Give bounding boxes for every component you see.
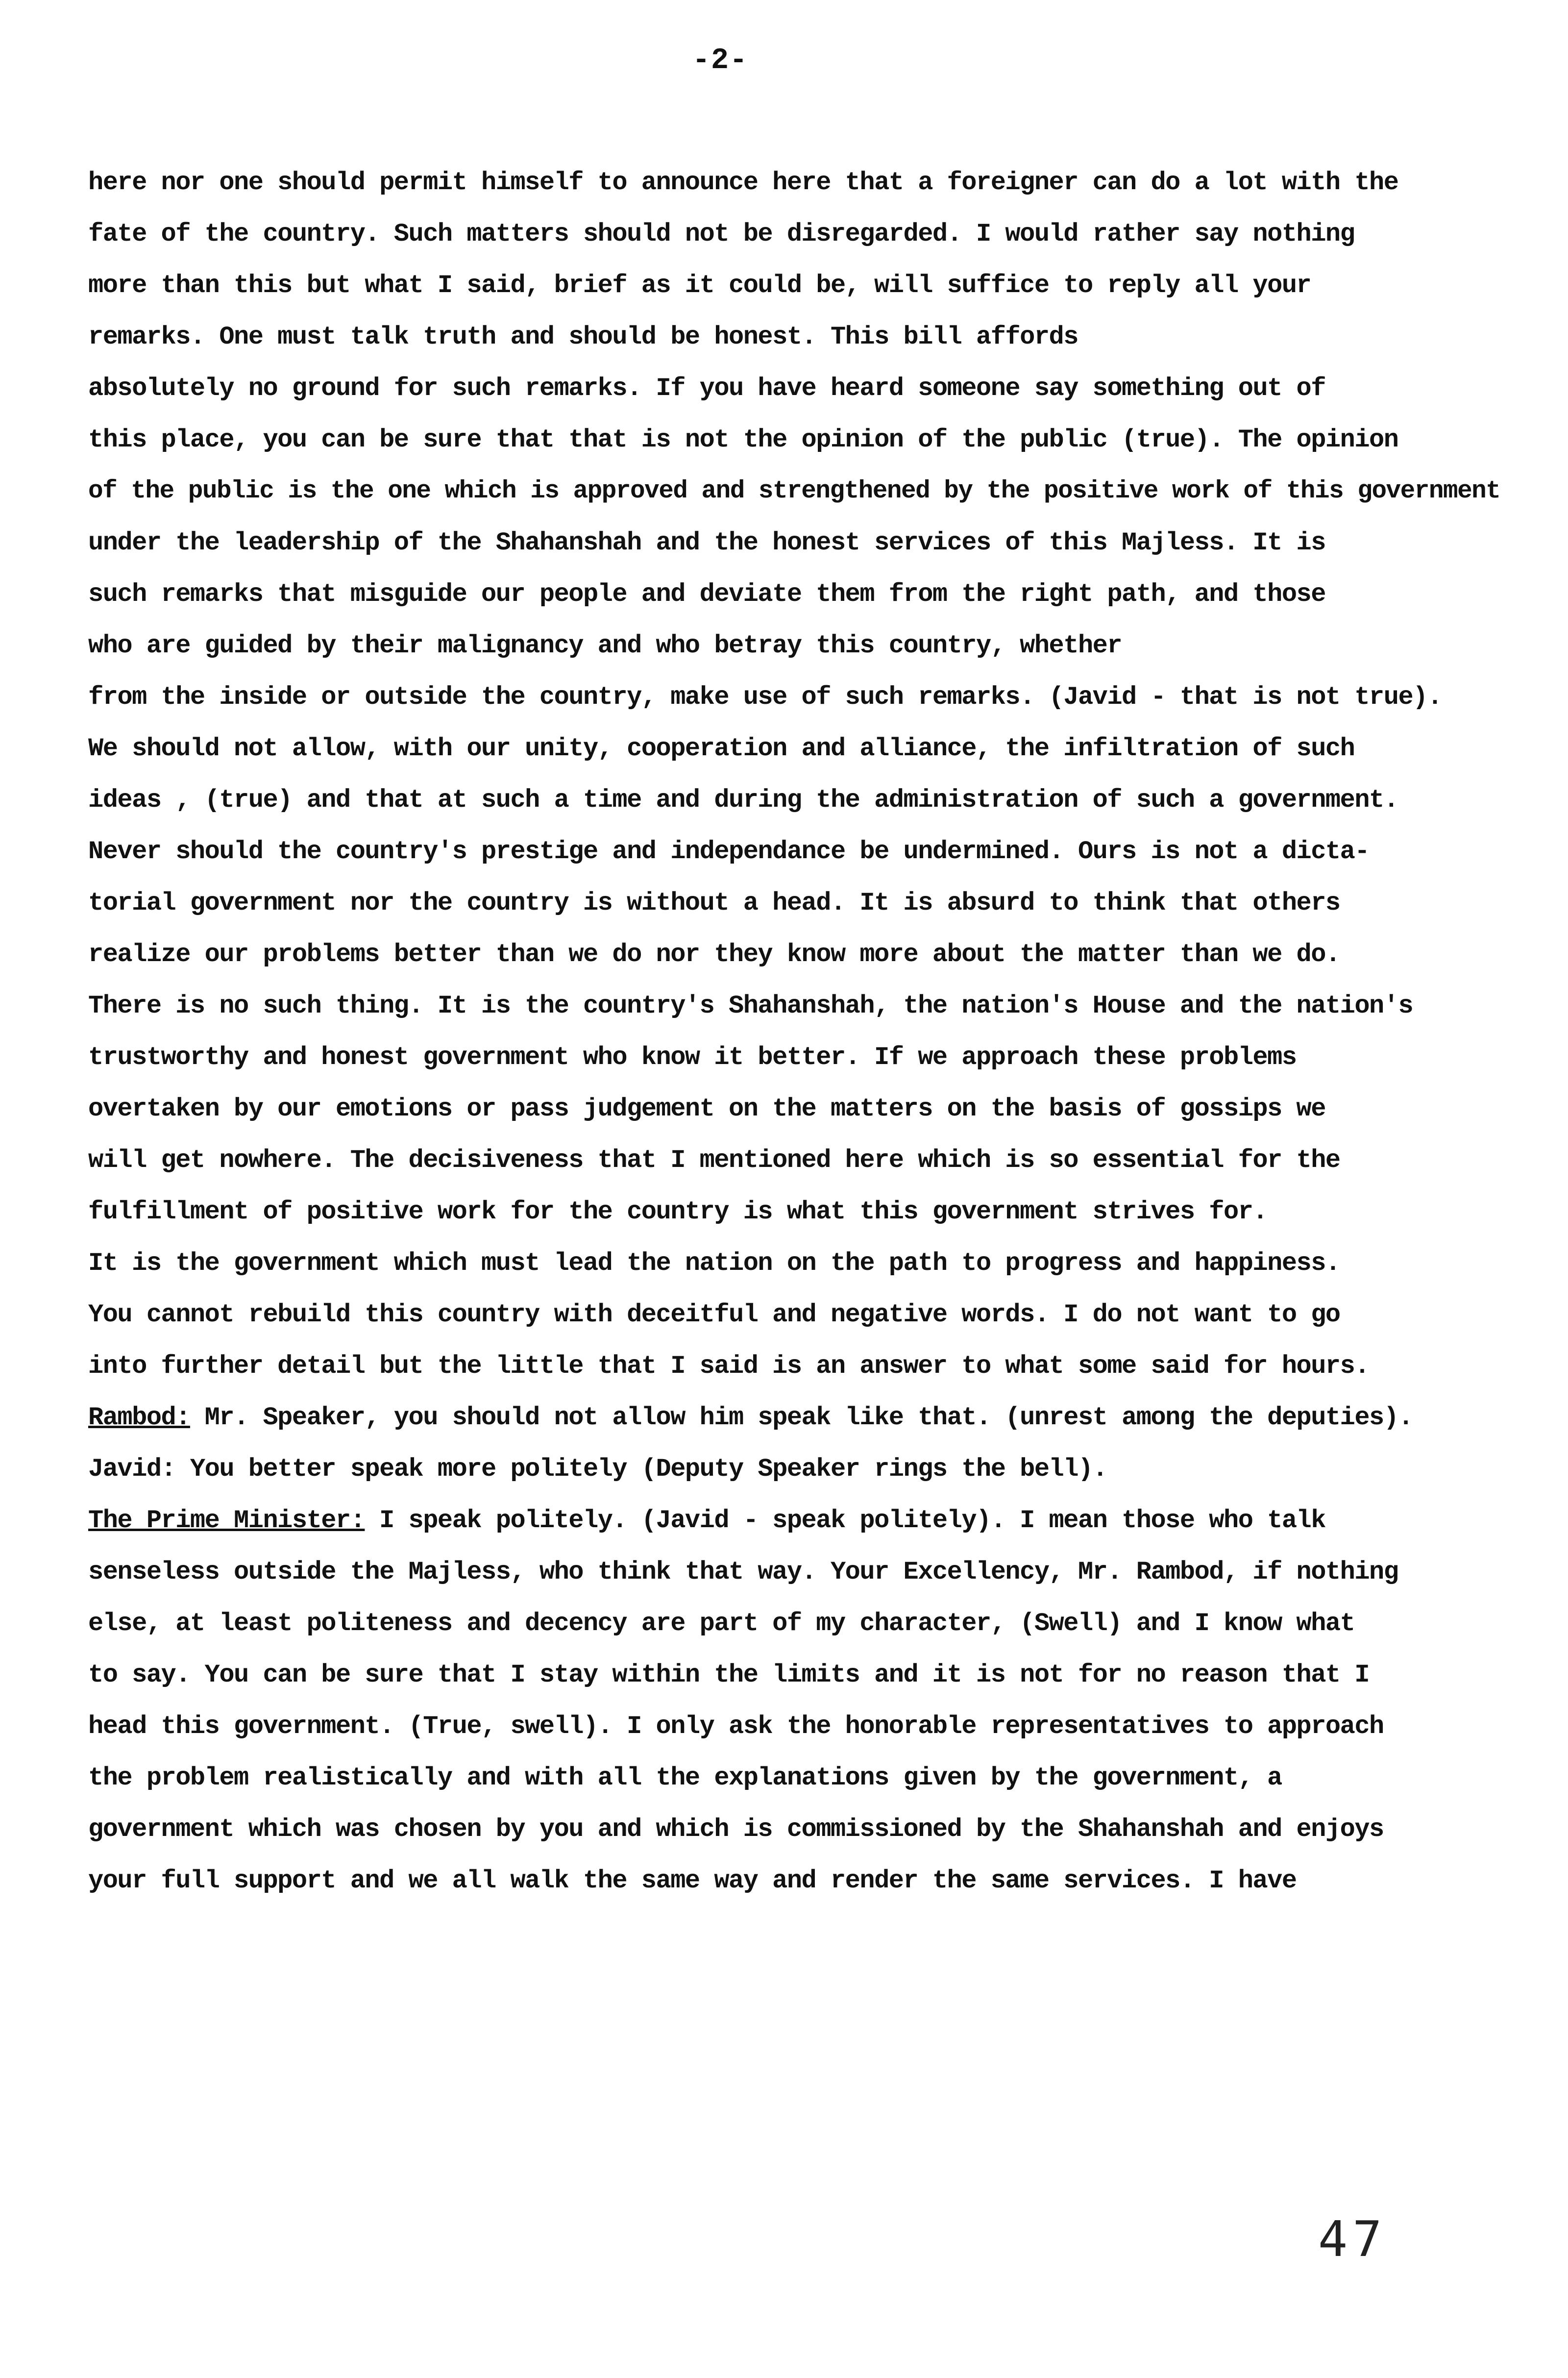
text-line: You cannot rebuild this country with deceitful and negative words. I do not want to go [88,1300,1340,1329]
text-line: absolutely no ground for such remarks. If you have heard someone say something out of [88,374,1325,403]
text-line: will get nowhere. The decisiveness that I mentioned here which is so essential for the [88,1146,1340,1175]
text-line: There is no such thing. It is the country's Shahanshah, the nation's House and the nation's [88,991,1413,1020]
text-line: from the inside or outside the country, make use of such remarks. (Javid - that is not true). [88,683,1442,712]
text-line: here nor one should permit himself to announce here that a foreigner can do a lot with the [88,168,1398,197]
page-number: 47 [1318,2210,1387,2268]
text-line: of the public is the one which is approved and strengthened by the positive work of this government [88,477,1500,505]
text-line: Never should the country's prestige and independance be undermined. Ours is not a dicta- [88,837,1370,866]
text-line: We should not allow, with our unity, cooperation and alliance, the infiltration of such [88,734,1355,763]
text-line-speaker-prime-minister: The Prime Minister: I speak politely. (Javid - speak politely). I mean those who talk [88,1506,1325,1535]
text-line: to say. You can be sure that I stay within the limits and it is not for no reason that I [88,1660,1370,1689]
transcript-body [88,157,1519,1907]
text-line: else, at least politeness and decency are part of my character, (Swell) and I know what [88,1609,1355,1638]
text-line: such remarks that misguide our people and deviate them from the right path, and those [88,580,1325,609]
speaker-name: Rambod: [88,1403,190,1432]
text-line: your full support and we all walk the same way and render the same services. I have [88,1866,1297,1895]
text-line-speaker-javid: Javid: You better speak more politely (Deputy Speaker rings the bell). [88,1455,1107,1484]
text-line: this place, you can be sure that that is not the opinion of the public (true). The opinion [88,425,1398,454]
text-line-speaker-rambod: Rambod: Mr. Speaker, you should not allow him speak like that. (unrest among the deputies). [88,1403,1413,1432]
text-line: ideas , (true) and that at such a time and during the administration of such a government. [88,786,1398,815]
text-line: government which was chosen by you and which is commissioned by the Shahanshah and enjoys [88,1815,1384,1844]
text-line: more than this but what I said, brief as it could be, will suffice to reply all your [88,271,1311,300]
text-line: realize our problems better than we do nor they know more about the matter than we do. [88,940,1340,969]
page-marker: -2- [692,44,749,77]
text-line: fulfillment of positive work for the country is what this government strives for. [88,1197,1268,1226]
text-line: It is the government which must lead the nation on the path to progress and happiness. [88,1249,1340,1278]
text-line: torial government nor the country is without a head. It is absurd to think that others [88,889,1340,917]
text-line: trustworthy and honest government who know it better. If we approach these problems [88,1043,1297,1072]
speaker-name: The Prime Minister: [88,1506,365,1535]
text-line: who are guided by their malignancy and who betray this country, whether [88,631,1122,660]
text-line: overtaken by our emotions or pass judgement on the matters on the basis of gossips we [88,1094,1325,1123]
text-line: into further detail but the little that I said is an answer to what some said for hours. [88,1352,1370,1381]
text-line: under the leadership of the Shahanshah and the honest services of this Majless. It is [88,528,1325,557]
text-line: senseless outside the Majless, who think that way. Your Excellency, Mr. Rambod, if nothing [88,1558,1398,1586]
text-line: fate of the country. Such matters should not be disregarded. I would rather say nothing [88,220,1355,248]
text-line: the problem realistically and with all the explanations given by the government, a [88,1763,1282,1792]
text-line: head this government. (True, swell). I only ask the honorable representatives to approach [88,1712,1384,1741]
text-line: remarks. One must talk truth and should be honest. This bill affords [88,322,1078,351]
